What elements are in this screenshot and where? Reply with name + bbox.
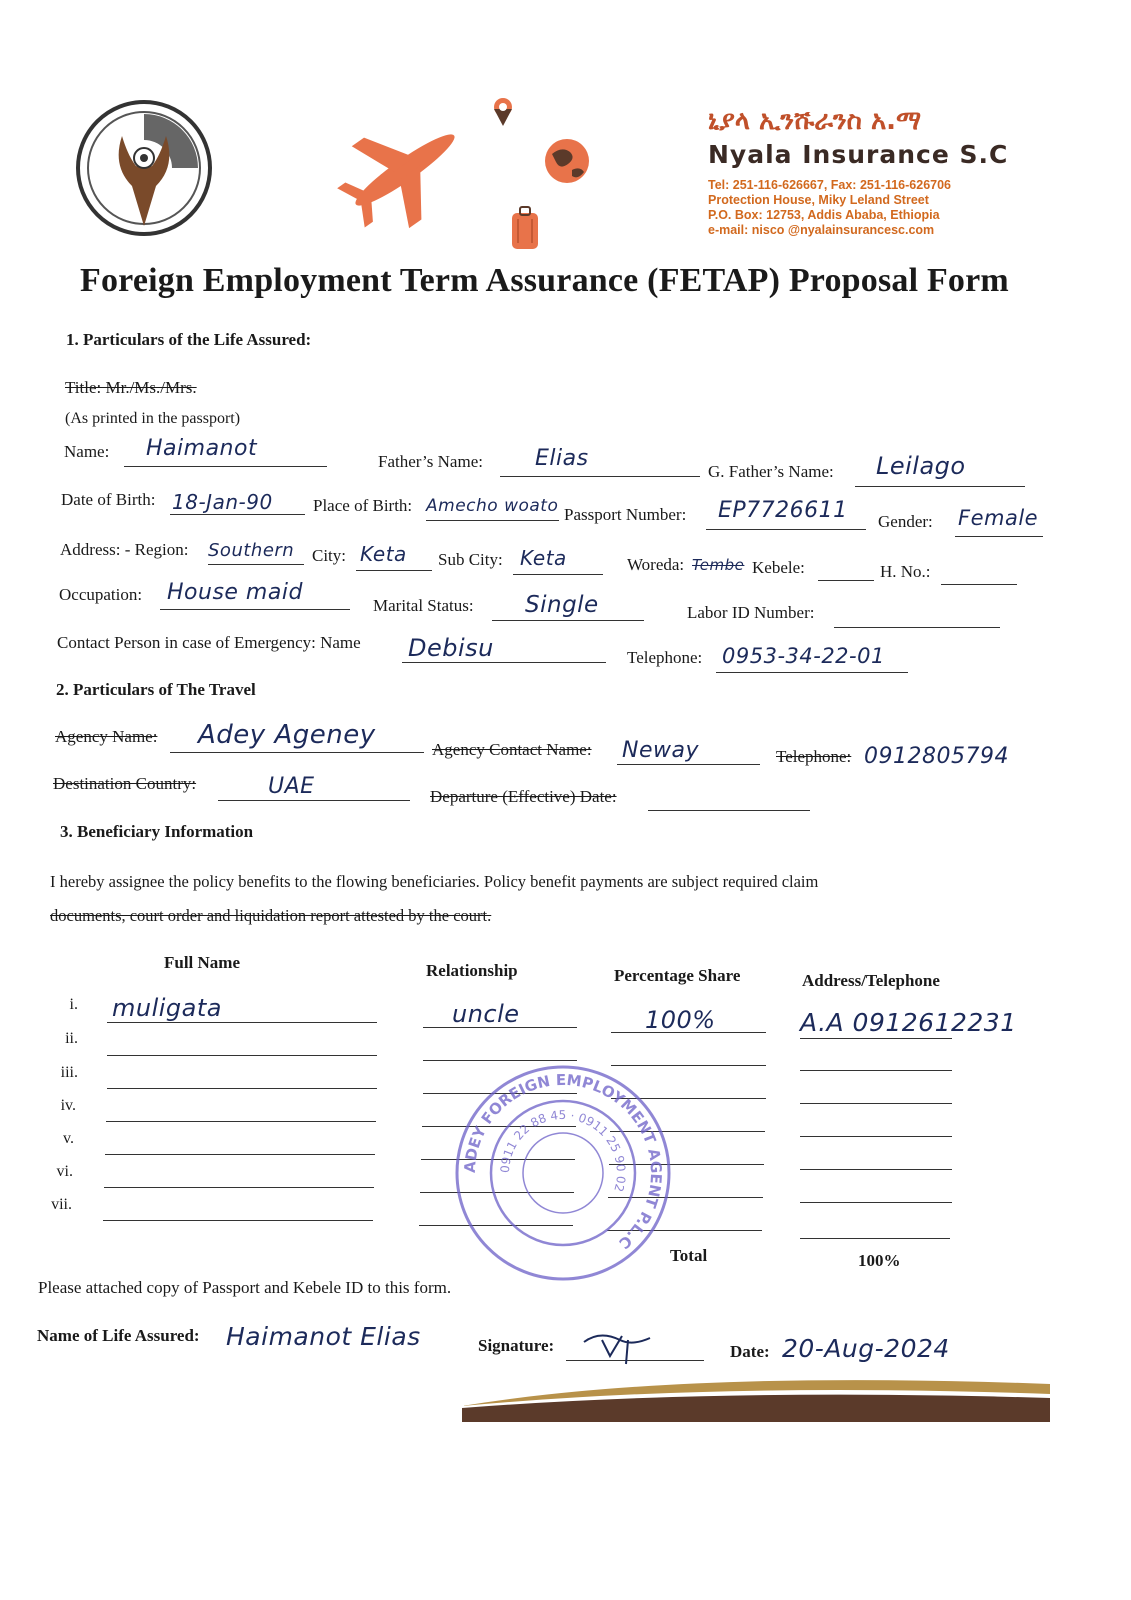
city-value[interactable]: Keta bbox=[360, 542, 407, 566]
row-relationship-value[interactable]: uncle bbox=[452, 1000, 520, 1028]
row-number: v. bbox=[63, 1130, 74, 1147]
kebele-line bbox=[818, 580, 874, 581]
total-value: 100% bbox=[858, 1251, 901, 1270]
row-address-line bbox=[800, 1136, 952, 1137]
kebele-label: Kebele: bbox=[752, 558, 805, 577]
form-title: Foreign Employment Term Assurance (FETAP) Proposal Form bbox=[80, 262, 1009, 299]
agency-contact-name-label: Agency Contact Name: bbox=[432, 740, 592, 759]
gfather-name-line bbox=[855, 486, 1025, 487]
agency-contact-name-line bbox=[617, 764, 760, 765]
destination-country-line bbox=[218, 800, 410, 801]
row-name-line bbox=[104, 1187, 374, 1188]
agency-name-line bbox=[170, 752, 424, 753]
occupation-value[interactable]: House maid bbox=[167, 580, 303, 605]
sub-city-line bbox=[513, 574, 603, 575]
row-name-line bbox=[107, 1055, 377, 1056]
row-address-line bbox=[800, 1103, 952, 1104]
row-address-value[interactable]: A.A 0912612231 bbox=[800, 1008, 1017, 1037]
woreda-label: Woreda: bbox=[627, 555, 685, 574]
occupation-line bbox=[160, 609, 350, 610]
column-header-address-telephone: Address/Telephone bbox=[802, 971, 940, 990]
gfather-name-label: G. Father’s Name: bbox=[708, 462, 834, 481]
company-name: Nyala Insurance S.C bbox=[708, 140, 1009, 169]
beneficiary-statement-line2: documents, court order and liquidation report attested by the court. bbox=[50, 906, 492, 925]
house-number-label: H. No.: bbox=[880, 562, 931, 581]
emergency-contact-value[interactable]: Debisu bbox=[408, 634, 494, 662]
row-address-line bbox=[800, 1169, 952, 1170]
agency-stamp bbox=[452, 1062, 674, 1289]
life-assured-value[interactable]: Haimanot Elias bbox=[226, 1322, 421, 1351]
company-contact bbox=[708, 178, 951, 238]
row-address-line bbox=[800, 1202, 952, 1203]
row-number: i. bbox=[69, 996, 78, 1013]
row-number: iv. bbox=[60, 1097, 76, 1114]
departure-date-label: Departure (Effective) Date: bbox=[430, 787, 617, 806]
emergency-contact-label: Contact Person in case of Emergency: Name bbox=[57, 633, 361, 652]
section3-heading: 3. Beneficiary Information bbox=[60, 822, 254, 841]
passport-number-line bbox=[706, 529, 866, 530]
house-number-line bbox=[941, 584, 1017, 585]
passport-number-label: Passport Number: bbox=[564, 505, 687, 524]
gender-line bbox=[955, 536, 1043, 537]
region-value[interactable]: Southern bbox=[208, 540, 295, 561]
pob-label: Place of Birth: bbox=[313, 496, 413, 515]
row-share-value[interactable]: 100% bbox=[645, 1006, 716, 1034]
departure-date-line bbox=[648, 810, 810, 811]
section1-heading: 1. Particulars of the Life Assured: bbox=[66, 330, 312, 349]
location-pin-icon bbox=[486, 94, 520, 133]
row-name-line bbox=[107, 1022, 377, 1023]
dob-line bbox=[170, 514, 305, 515]
dob-value[interactable]: 18-Jan-90 bbox=[172, 490, 273, 514]
airplane-icon bbox=[335, 110, 475, 235]
row-address-line bbox=[800, 1070, 952, 1071]
row-relationship-line bbox=[423, 1060, 577, 1061]
total-label: Total bbox=[670, 1246, 708, 1265]
globe-icon bbox=[542, 136, 592, 191]
name-label: Name: bbox=[64, 442, 110, 461]
attach-note: Please attached copy of Passport and Kebele ID to this form. bbox=[38, 1278, 452, 1297]
stamp-outer-text: ADEY FOREIGN EMPLOYMENT AGENT P.L.C bbox=[460, 1070, 666, 1253]
column-header-relationship: Relationship bbox=[426, 961, 518, 980]
row-name-value[interactable]: muligata bbox=[112, 994, 222, 1022]
agency-name-label: Agency Name: bbox=[55, 727, 158, 746]
emergency-telephone-line bbox=[716, 672, 908, 673]
row-name-line bbox=[106, 1121, 376, 1122]
company-amharic-name: ኒያላ ኢንሹራንስ አ.ማ bbox=[708, 106, 922, 136]
dob-label: Date of Birth: bbox=[61, 490, 156, 509]
contact-line: e-mail: nisco @nyalainsurancesc.com bbox=[708, 223, 935, 237]
labor-id-line bbox=[834, 627, 1000, 628]
row-number: iii. bbox=[60, 1064, 78, 1081]
contact-line: Tel: 251-116-626667, Fax: 251-116-626706 bbox=[708, 178, 952, 192]
sub-city-label: Sub City: bbox=[438, 550, 503, 569]
gender-value[interactable]: Female bbox=[958, 506, 1039, 530]
column-header-full-name: Full Name bbox=[164, 953, 241, 972]
signature-mark[interactable] bbox=[580, 1326, 660, 1371]
contact-line: Protection House, Miky Leland Street bbox=[708, 193, 929, 207]
address-region-label: Address: - Region: bbox=[60, 540, 189, 559]
woreda-value[interactable]: Tembe bbox=[692, 556, 745, 574]
svg-text:0911 22 88 45 · 0911 25 90 02 bbox=[498, 1108, 628, 1193]
sub-city-value[interactable]: Keta bbox=[520, 546, 567, 570]
name-value[interactable]: Haimanot bbox=[146, 436, 258, 461]
agency-telephone-value[interactable]: 0912805794 bbox=[864, 744, 1009, 769]
contact-line: P.O. Box: 12753, Addis Ababa, Ethiopia bbox=[708, 208, 940, 222]
occupation-label: Occupation: bbox=[59, 585, 143, 604]
father-name-line bbox=[500, 476, 700, 477]
life-assured-label: Name of Life Assured: bbox=[37, 1326, 200, 1345]
signature-label: Signature: bbox=[478, 1336, 555, 1355]
emergency-telephone-value[interactable]: 0953-34-22-01 bbox=[722, 644, 885, 668]
date-value[interactable]: 20-Aug-2024 bbox=[782, 1334, 950, 1363]
row-address-line bbox=[800, 1038, 952, 1039]
row-name-line bbox=[105, 1154, 375, 1155]
father-name-value[interactable]: Elias bbox=[535, 446, 589, 471]
row-number: vi. bbox=[56, 1163, 73, 1180]
region-line bbox=[208, 564, 304, 565]
row-number: ii. bbox=[65, 1030, 78, 1047]
row-number: vii. bbox=[51, 1196, 72, 1213]
destination-country-label: Destination Country: bbox=[53, 774, 197, 793]
company-logo bbox=[72, 96, 217, 246]
luggage-icon bbox=[508, 205, 542, 258]
title-label: Title: Mr./Ms./Mrs. bbox=[65, 378, 197, 397]
pob-value[interactable]: Amecho woato bbox=[426, 496, 559, 516]
father-name-label: Father’s Name: bbox=[378, 452, 483, 471]
decorative-swoosh bbox=[462, 1370, 1052, 1430]
row-address-line bbox=[800, 1238, 950, 1239]
date-label: Date: bbox=[730, 1342, 770, 1361]
column-header-percentage-share: Percentage Share bbox=[614, 966, 741, 985]
name-line bbox=[124, 466, 327, 467]
agency-telephone-label: Telephone: bbox=[776, 747, 852, 766]
marital-status-line bbox=[492, 620, 644, 621]
agency-name-value[interactable]: Adey Ageney bbox=[198, 720, 376, 750]
pob-line bbox=[426, 520, 559, 521]
gender-label: Gender: bbox=[878, 512, 933, 531]
destination-country-value[interactable]: UAE bbox=[268, 774, 315, 799]
section2-heading: 2. Particulars of The Travel bbox=[56, 680, 256, 699]
gfather-name-value[interactable]: Leilago bbox=[876, 452, 966, 480]
emergency-telephone-label: Telephone: bbox=[627, 648, 703, 667]
row-name-line bbox=[103, 1220, 373, 1221]
city-line bbox=[356, 570, 432, 571]
passport-number-value[interactable]: EP7726611 bbox=[718, 498, 848, 523]
city-label: City: bbox=[312, 546, 347, 565]
marital-status-label: Marital Status: bbox=[373, 596, 474, 615]
stamp-inner-text: 0911 22 88 45 · 0911 25 90 02 bbox=[497, 1107, 629, 1194]
beneficiary-statement-line1: I hereby assignee the policy benefits to the flowing beneficiaries. Policy benefit payments are subject required claim bbox=[50, 872, 819, 891]
marital-status-value[interactable]: Single bbox=[525, 592, 599, 618]
passport-note: (As printed in the passport) bbox=[65, 410, 241, 427]
agency-contact-name-value[interactable]: Neway bbox=[622, 738, 699, 763]
emergency-contact-line bbox=[402, 662, 606, 663]
labor-id-label: Labor ID Number: bbox=[687, 603, 815, 622]
row-name-line bbox=[107, 1088, 377, 1089]
